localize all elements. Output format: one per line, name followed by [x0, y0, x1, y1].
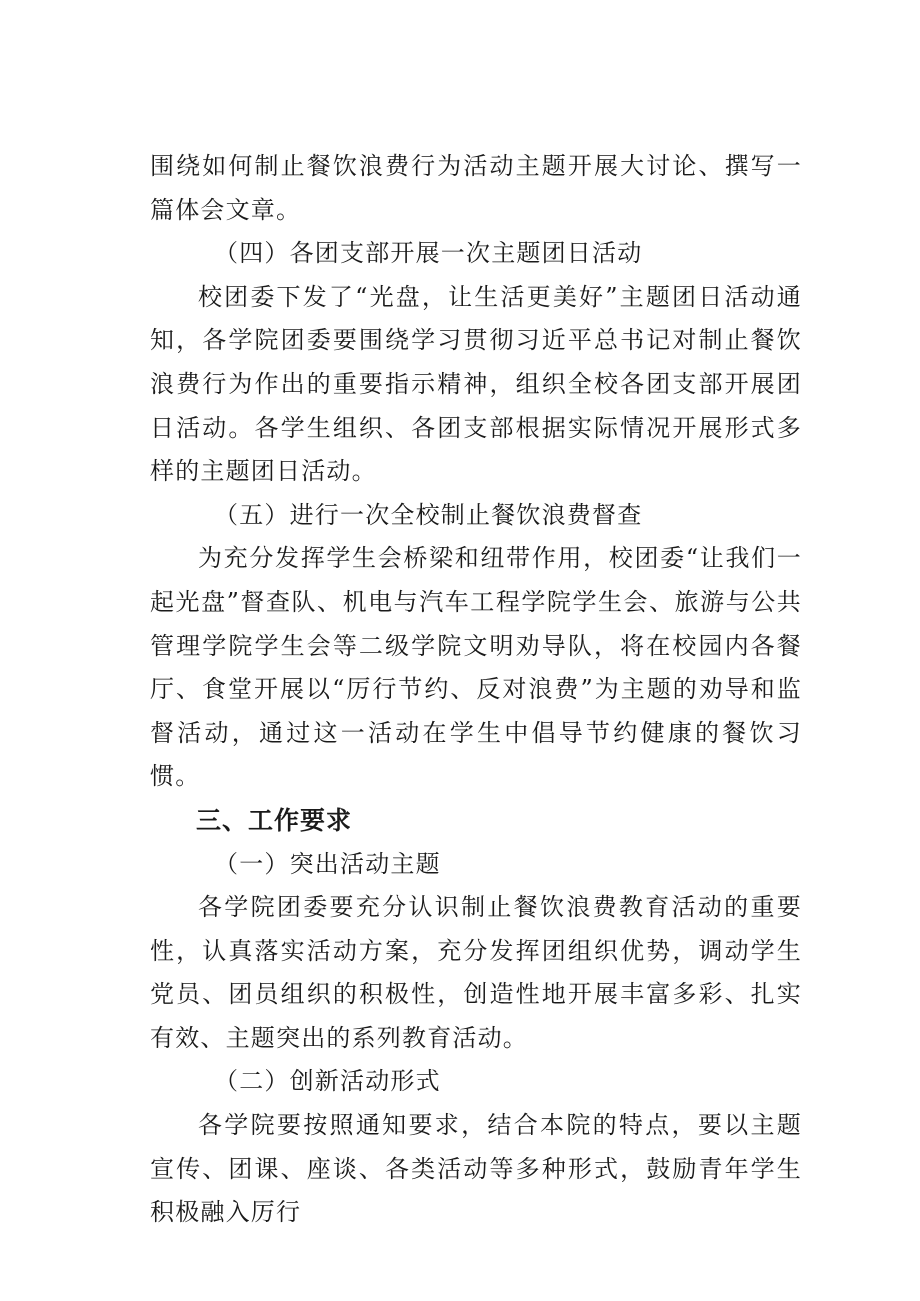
section-heading-requirements: 三、工作要求 — [196, 805, 353, 835]
paragraph-innovate-form: 各学院要按照通知要求，结合本院的特点，要以主题宣传、团课、座谈、各类活动等多种形式，鼓励青年学生积极融入厉行 — [150, 1111, 802, 1227]
subheading-highlight-theme: （一）突出活动主题 — [214, 849, 441, 878]
document-page — [150, 145, 802, 1235]
paragraph-league-day: 校团委下发了“光盘，让生活更美好”主题团日活动通知，各学院团委要围绕学习贯彻习近平总书记对制止餐饮浪费行为作出的重要指示精神，组织全校各团支部开展团日活动。各学生组织、各团支部根据实际情况开展形式多样的主题团日活动。 — [150, 282, 802, 486]
paragraph-inspection: 为充分发挥学生会桥梁和纽带作用，校团委“让我们一起光盘”督查队、机电与汽车工程学院学生会、旅游与公共管理学院学生会等二级学院文明劝导队，将在校园内各餐厅、食堂开展以“厉行节约、反对浪费”为主题的劝导和监督活动，通过这一活动在学生中倡导节约健康的餐饮习惯。 — [150, 544, 802, 791]
subheading-innovate-form: （二）创新活动形式 — [214, 1067, 441, 1096]
paragraph-highlight-theme: 各学院团委要充分认识制止餐饮浪费教育活动的重要性，认真落实活动方案，充分发挥团组织优势，调动学生党员、团员组织的积极性，创造性地开展丰富多彩、扎实有效、主题突出的系列教育活动。 — [150, 893, 802, 1052]
subheading-inspection: （五）进行一次全校制止餐饮浪费督查 — [214, 500, 643, 529]
paragraph-discussion: 围绕如何制止餐饮浪费行为活动主题开展大讨论、撰写一篇体会文章。 — [150, 152, 802, 224]
subheading-league-day: （四）各团支部开展一次主题团日活动 — [214, 239, 643, 268]
